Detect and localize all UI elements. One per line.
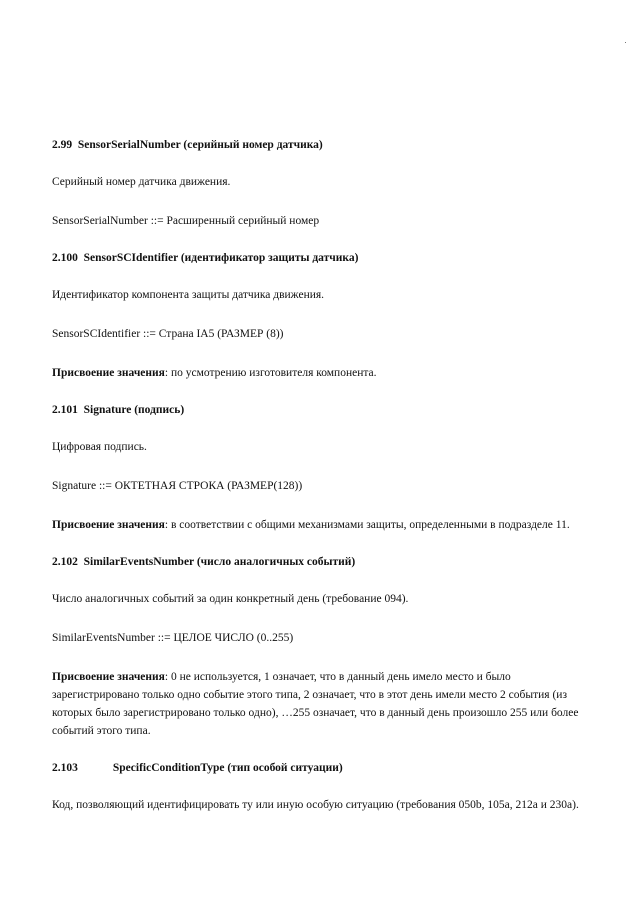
section-heading (52, 555, 582, 569)
section-definition: SensorSCIdentifier ::= Страна IA5 (РАЗМЕР (8)) (52, 328, 284, 340)
section-number: 2.102 (52, 556, 78, 568)
section-definition: SimilarEventsNumber ::= ЦЕЛОЕ ЧИСЛО (0..255) (52, 632, 294, 644)
assignment-label: Присвоение значения (52, 519, 165, 531)
section-description: Цифровая подпись. (52, 441, 147, 453)
section-title: SensorSCIdentifier (идентификатор защиты датчика) (83, 252, 359, 264)
section-number: 2.101 (52, 404, 78, 416)
assignment-text: : 0 не используется, 1 означает, что в данный день имело место и было зарегистрировано только одно событие этого типа, 2 означает, что в этот день имели место 2 события (из которых было зарегистрировано только одно), …255 означает, что в данный день произошло 255 или более событий этого типа. (52, 671, 579, 737)
scan-speck (625, 42, 626, 43)
section-heading (52, 138, 582, 152)
section-number: 2.99 (52, 139, 73, 151)
section-title: Signature (подпись) (83, 404, 185, 416)
assignment-label: Присвоение значения (52, 367, 165, 379)
assignment-text: : в соответствии с общими механизмами защиты, определенными в подразделе 11. (164, 519, 570, 531)
section-number: 2.100 (52, 252, 78, 264)
section-description: Серийный номер датчика движения. (52, 176, 231, 188)
section-title: SpecificConditionType (тип особой ситуации) (112, 762, 343, 774)
section-title: SensorSerialNumber (серийный номер датчика) (77, 139, 323, 151)
section-description: Число аналогичных событий за один конкретный день (требование 094). (52, 593, 409, 605)
section-title: SimilarEventsNumber (число аналогичных событий) (83, 556, 356, 568)
value-assignment (52, 668, 582, 740)
section-heading (52, 251, 582, 265)
section-description: Идентификатор компонента защиты датчика движения. (52, 289, 325, 301)
document-page (52, 138, 582, 835)
section-number: 2.103 (52, 762, 78, 774)
assignment-text: : по усмотрению изготовителя компонента. (164, 367, 377, 379)
section-heading (52, 403, 582, 417)
value-assignment (52, 364, 582, 382)
section-definition: SensorSerialNumber ::= Расширенный серийный номер (52, 215, 320, 227)
assignment-label: Присвоение значения (52, 671, 165, 683)
value-assignment (52, 516, 582, 534)
section-heading (52, 761, 582, 775)
section-description: Код, позволяющий идентифицировать ту или иную особую ситуацию (требования 050b, 105a, 212a и 230a). (52, 799, 579, 811)
section-definition: Signature ::= ОКТЕТНАЯ СТРОКА (РАЗМЕР(128)) (52, 480, 303, 492)
